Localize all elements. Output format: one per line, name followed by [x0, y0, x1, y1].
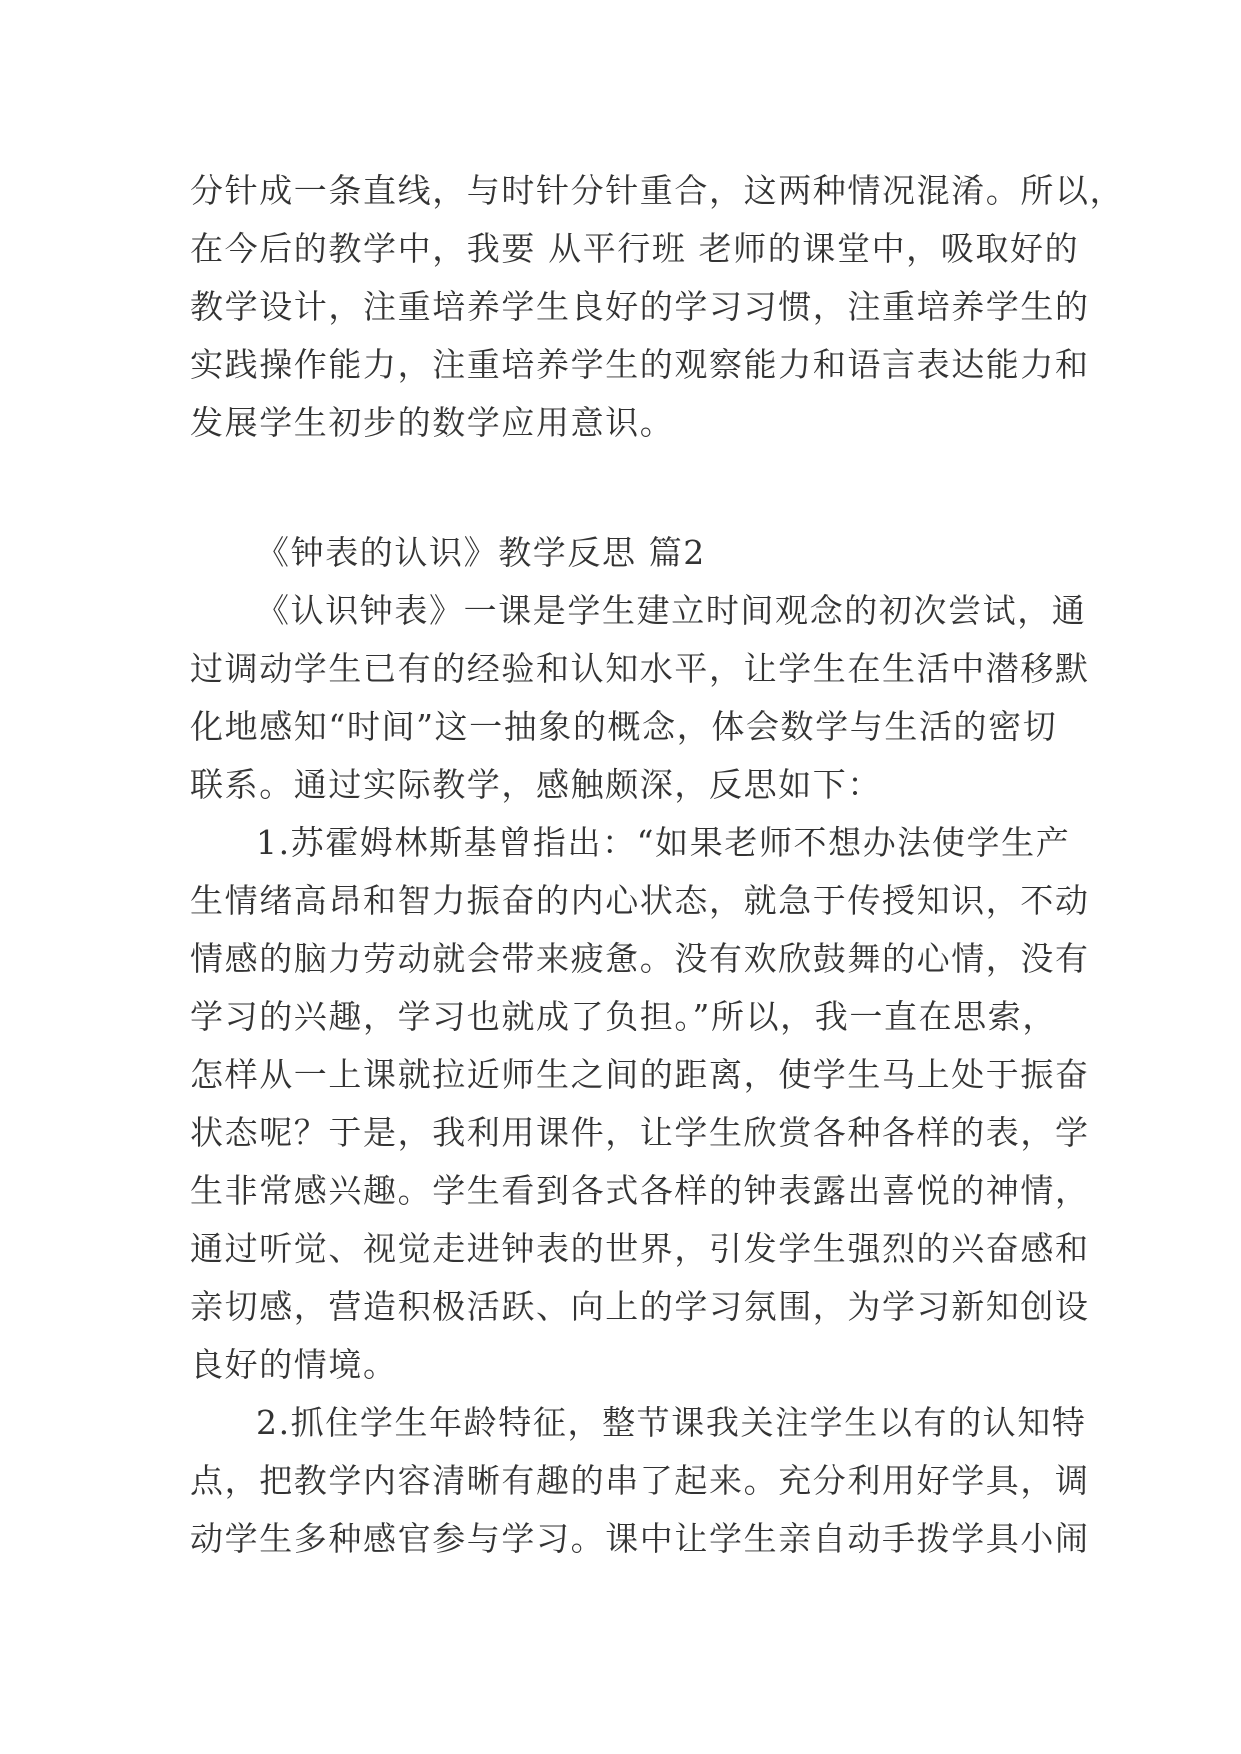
text-line: 通过听觉、视觉走进钟表的世界，引发学生强烈的兴奋感和 [190, 1229, 1090, 1268]
text-line: 动学生多种感官参与学习。课中让学生亲自动手拨学具小闹 [190, 1519, 1090, 1558]
text-line: 分针成一条直线，与时针分针重合，这两种情况混淆。所以， [190, 171, 1125, 210]
section-heading: 《钟表的认识》教学反思 篇2 [256, 533, 706, 572]
text-line: 生情绪高昂和智力振奋的内心状态，就急于传授知识，不动 [190, 881, 1090, 920]
paragraph-intro [190, 582, 1090, 814]
text-line: 联系。通过实际教学，感触颇深，反思如下： [190, 765, 882, 804]
text-line: 状态呢？于是，我利用课件，让学生欣赏各种各样的表，学 [190, 1113, 1090, 1152]
text-line: 在今后的教学中，我要 从平行班 老师的课堂中，吸取好的 [190, 229, 1080, 268]
text-line: 发展学生初步的数学应用意识。 [190, 403, 675, 442]
text-line: 《认识钟表》一课是学生建立时间观念的初次尝试，通 [256, 591, 1087, 630]
document-body [190, 162, 1125, 1568]
text-line: 生非常感兴趣。学生看到各式各样的钟表露出喜悦的神情， [190, 1171, 1090, 1210]
text-line: 1.苏霍姆林斯基曾指出：“如果老师不想办法使学生产 [256, 823, 1071, 862]
text-line: 亲切感，营造积极活跃、向上的学习氛围，为学习新知创设 [190, 1287, 1090, 1326]
section-continuation [190, 162, 1125, 452]
text-line: 化地感知“时间”这一抽象的概念，体会数学与生活的密切 [190, 707, 1058, 746]
text-line: 过调动学生已有的经验和认知水平，让学生在生活中潜移默 [190, 649, 1090, 688]
text-line: 情感的脑力劳动就会带来疲惫。没有欢欣鼓舞的心情，没有 [190, 939, 1090, 978]
text-line: 教学设计，注重培养学生良好的学习习惯，注重培养学生的 [190, 287, 1090, 326]
text-line: 良好的情境。 [190, 1345, 398, 1384]
text-line: 点，把教学内容清晰有趣的串了起来。充分利用好学具，调 [190, 1461, 1090, 1500]
paragraph-point-1 [190, 814, 1090, 1394]
text-line: 实践操作能力，注重培养学生的观察能力和语言表达能力和 [190, 345, 1090, 384]
paragraph-point-2 [190, 1394, 1090, 1568]
text-line: 怎样从一上课就拉近师生之间的距离，使学生马上处于振奋 [190, 1055, 1090, 1094]
text-line: 学习的兴趣，学习也就成了负担。”所以，我一直在思索， [190, 997, 1057, 1036]
text-line: 2.抓住学生年龄特征，整节课我关注学生以有的认知特 [256, 1403, 1087, 1442]
section-spacer [190, 452, 1060, 524]
